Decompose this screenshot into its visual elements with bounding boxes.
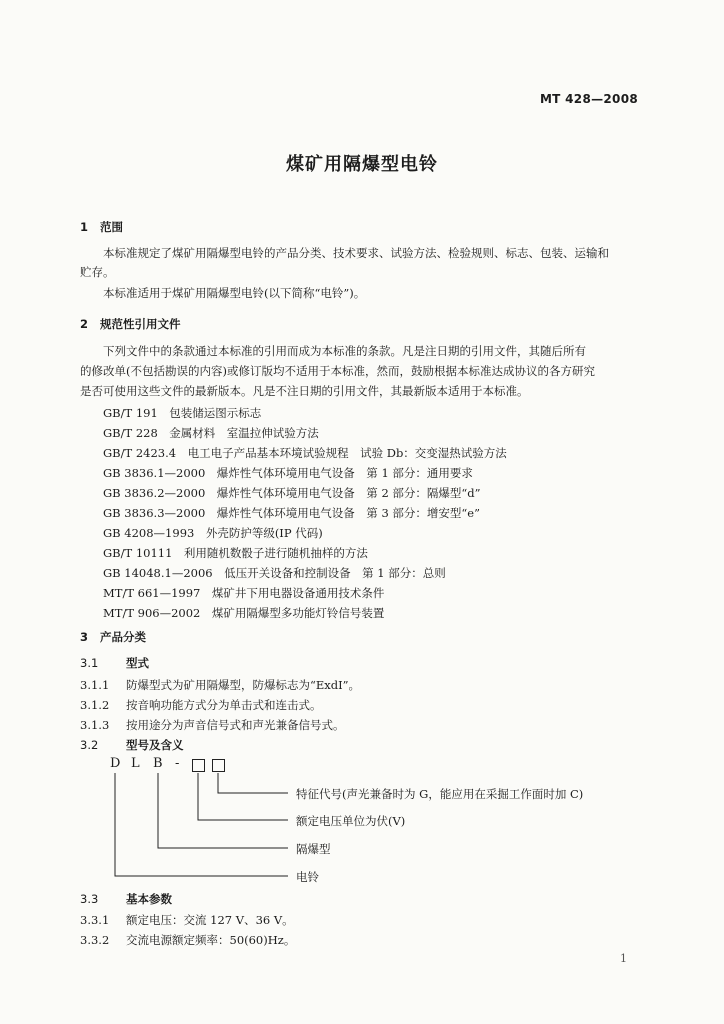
clause-number: 3.3.1: [80, 913, 110, 927]
clause-text: 按用途分为声音信号式和声光兼备信号式。: [126, 718, 345, 732]
model-label-rated-voltage: 额定电压单位为伏(V): [296, 814, 406, 828]
leader-line-flameproof: [158, 773, 288, 848]
clause-number: 3.1.3: [80, 718, 110, 732]
clause-number: 3.3.2: [80, 933, 110, 947]
subsection-3-3-heading: [80, 891, 172, 907]
section-number: 1: [80, 220, 89, 234]
clause-number: 3.1.1: [80, 678, 110, 692]
clause-3-3-2: [80, 932, 295, 948]
reference-item: MT/T 906—2002 煤矿用隔爆型多功能灯铃信号装置: [103, 606, 385, 620]
model-label-feature-code: 特征代号(声光兼备时为 G，能应用在采掘工作面时加 C): [296, 787, 584, 801]
model-letter-d: D: [110, 756, 121, 771]
clause-text: 按音响功能方式分为单击式和连击式。: [126, 698, 322, 712]
document-title: 煤矿用隔爆型电铃: [286, 154, 438, 175]
standard-code: MT 428—2008: [539, 92, 638, 106]
clause-number: 3.1.2: [80, 698, 110, 712]
reference-item: GB 4208—1993 外壳防护等级(IP 代码): [103, 526, 323, 540]
paragraph-line: 的修改单(不包括勘误的内容)或修订版均不适用于本标准，然而，鼓励根据本标准达成协议的各方研究: [80, 364, 595, 378]
model-dash: -: [175, 756, 180, 771]
model-letter-l: L: [131, 756, 140, 771]
paragraph-line: 本标准规定了煤矿用隔爆型电铃的产品分类、技术要求、试验方法、检验规则、标志、包装、运输和: [103, 246, 609, 260]
clause-text: 交流电源额定频率：50(60)Hz。: [126, 933, 296, 947]
section-title: 产品分类: [100, 630, 146, 644]
leader-line-feature: [218, 773, 288, 793]
reference-item: GB/T 228 金属材料 室温拉伸试验方法: [103, 426, 319, 440]
reference-item: MT/T 661—1997 煤矿井下用电器设备通用技术条件: [103, 586, 385, 600]
section-title: 范围: [100, 220, 123, 234]
reference-item: GB 3836.3—2000 爆炸性气体环境用电气设备 第 3 部分：增安型“e”: [103, 506, 480, 520]
subsection-number: 3.2: [80, 738, 99, 752]
reference-item: GB/T 191 包装储运图示标志: [103, 406, 262, 420]
section-number: 3: [80, 630, 89, 644]
paragraph-line: 本标准适用于煤矿用隔爆型电铃(以下简称“电铃”)。: [103, 286, 366, 300]
subsection-number: 3.1: [80, 656, 99, 670]
paragraph-line: 下列文件中的条款通过本标准的引用而成为本标准的条款。凡是注日期的引用文件，其随后所有: [103, 344, 586, 358]
subsection-title: 基本参数: [126, 892, 172, 906]
model-letter-b: B: [153, 756, 163, 771]
paragraph-line: 贮存。: [80, 265, 115, 279]
reference-item: GB/T 10111 利用随机数骰子进行随机抽样的方法: [103, 546, 368, 560]
leader-line-bell: [115, 773, 288, 876]
reference-item: GB/T 2423.4 电工电子产品基本环境试验规程 试验 Db：交变湿热试验方法: [103, 446, 507, 460]
clause-3-3-1: [80, 912, 294, 928]
subsection-number: 3.3: [80, 892, 99, 906]
subsection-title: 型式: [126, 656, 149, 670]
reference-item: GB 3836.1—2000 爆炸性气体环境用电气设备 第 1 部分：通用要求: [103, 466, 473, 480]
page-number: 1: [620, 952, 627, 965]
leader-line-voltage: [198, 773, 288, 820]
model-label-bell: 电铃: [296, 870, 319, 884]
subsection-title: 型号及含义: [126, 738, 184, 752]
section-title: 规范性引用文件: [100, 317, 181, 331]
clause-text: 防爆型式为矿用隔爆型，防爆标志为“ExdI”。: [126, 678, 361, 692]
paragraph-line: 是否可使用这些文件的最新版本。凡是不注日期的引用文件，其最新版本适用于本标准。: [80, 384, 529, 398]
model-label-flameproof: 隔爆型: [296, 842, 331, 856]
reference-item: GB 14048.1—2006 低压开关设备和控制设备 第 1 部分：总则: [103, 566, 446, 580]
section-number: 2: [80, 317, 89, 331]
reference-item: GB 3836.2—2000 爆炸性气体环境用电气设备 第 2 部分：隔爆型“d”: [103, 486, 481, 500]
clause-text: 额定电压：交流 127 V、36 V。: [126, 913, 294, 927]
